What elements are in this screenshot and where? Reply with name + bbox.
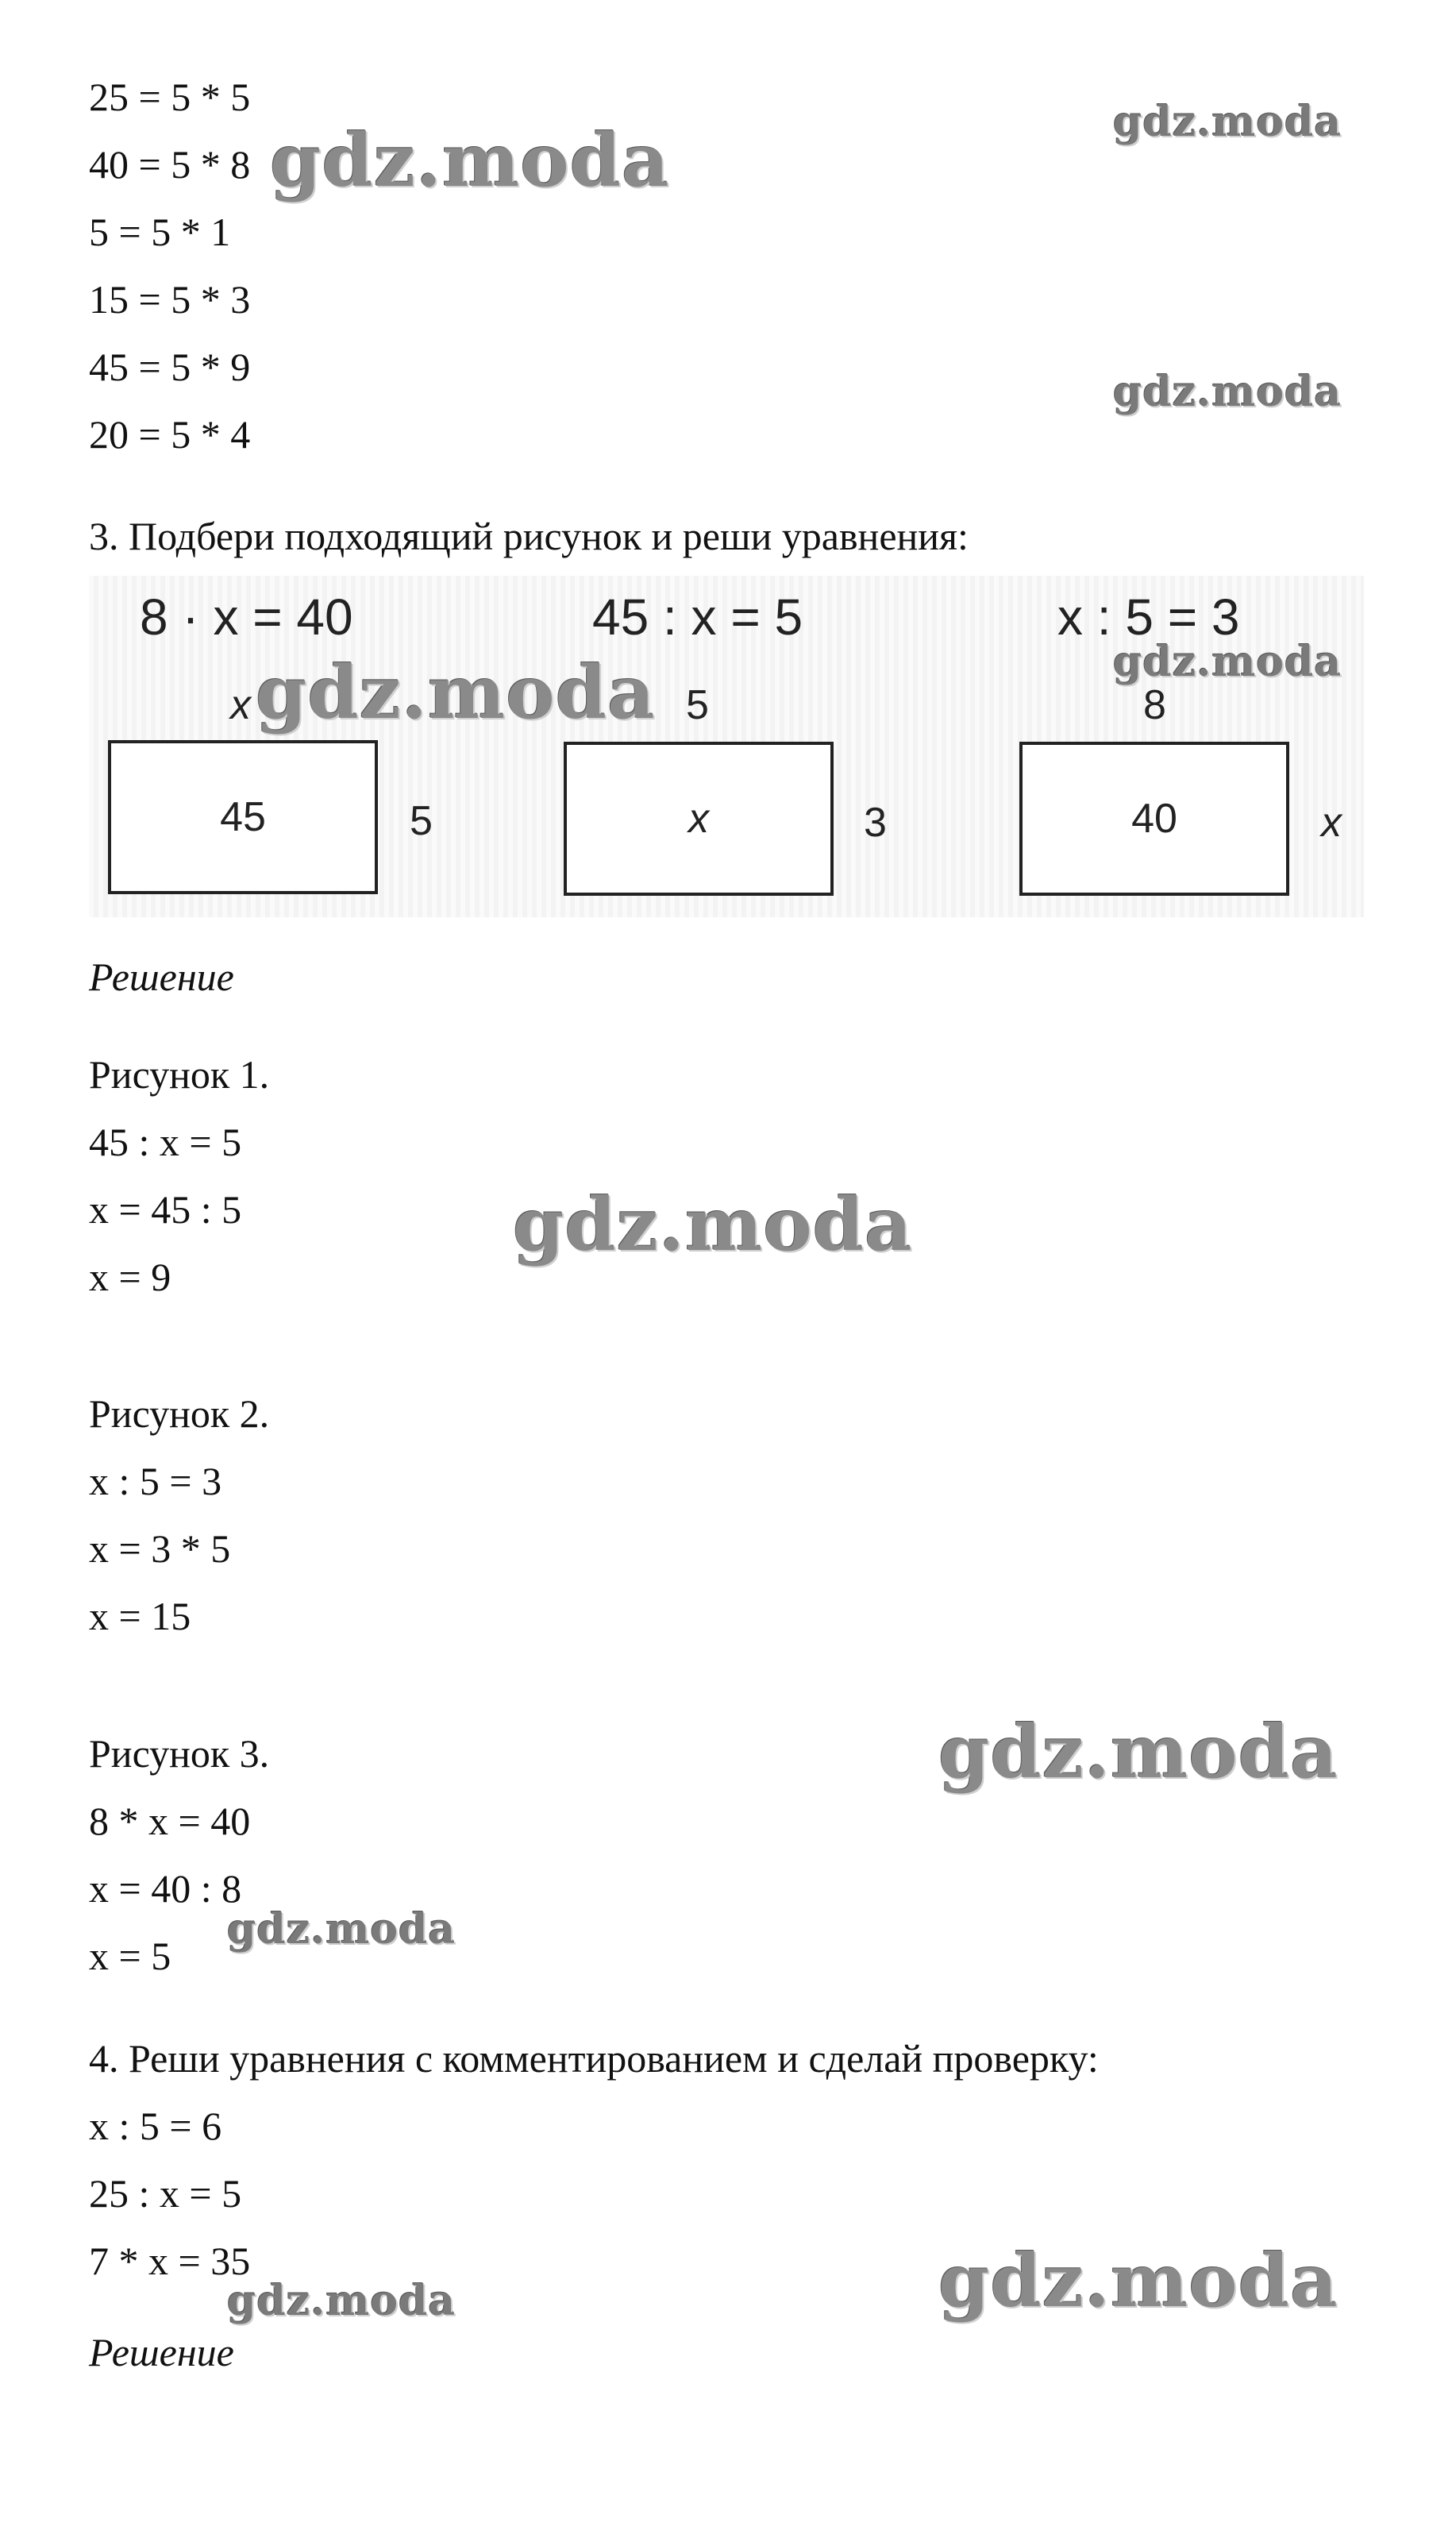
figure3-rect: [1019, 742, 1289, 896]
task4-line-3: 7 * x = 35: [89, 2239, 251, 2283]
figure2-inner: x: [688, 796, 709, 842]
watermark: gdz.moda: [1113, 638, 1342, 686]
watermark: gdz.moda: [227, 2277, 456, 2325]
top-line-4: 15 = 5 * 3: [89, 277, 251, 322]
equation-1: 8 · x = 40: [140, 588, 353, 646]
pic2-line-2: x = 3 * 5: [89, 1526, 231, 1571]
top-line-5: 45 = 5 * 9: [89, 345, 251, 389]
figure3-top-label: 8: [1143, 682, 1166, 728]
task4-heading: 4. Реши уравнения с комментированием и сделай проверку:: [89, 2036, 1099, 2081]
pic3-title: Рисунок 3.: [89, 1731, 270, 1776]
top-line-1: 25 = 5 * 5: [89, 75, 251, 119]
task4-line-2: 25 : x = 5: [89, 2171, 242, 2216]
pic3-line-1: 8 * x = 40: [89, 1799, 251, 1843]
watermark: gdz.moda: [938, 1709, 1339, 1795]
watermark: gdz.moda: [938, 2238, 1339, 2324]
pic2-title: Рисунок 2.: [89, 1391, 270, 1436]
figure1-rect: [108, 740, 378, 894]
task3-solution-label: Решение: [89, 955, 234, 999]
watermark: gdz.moda: [227, 1905, 456, 1954]
watermark: gdz.moda: [513, 1182, 913, 1267]
task3-heading: 3. Подбери подходящий рисунок и реши уравнения:: [89, 514, 969, 558]
watermark: gdz.moda: [1113, 98, 1342, 146]
figure1-side-label: 5: [410, 798, 433, 844]
figure2-rect: [564, 742, 834, 896]
figure1-inner: 45: [220, 794, 266, 840]
pic3-line-2: x = 40 : 8: [89, 1866, 242, 1911]
top-line-6: 20 = 5 * 4: [89, 412, 251, 457]
pic3-line-3: x = 5: [89, 1934, 171, 1978]
task4-line-1: x : 5 = 6: [89, 2104, 222, 2148]
pic2-line-3: x = 15: [89, 1594, 191, 1638]
watermark: gdz.moda: [1113, 368, 1342, 416]
watermark: gdz.moda: [270, 118, 670, 203]
equation-2: 45 : x = 5: [592, 588, 803, 646]
task4-solution-label: Решение: [89, 2330, 234, 2374]
watermark: gdz.moda: [256, 650, 656, 735]
figure2-top-label: 5: [686, 682, 709, 728]
pic1-line-3: x = 9: [89, 1255, 171, 1299]
pic1-line-2: x = 45 : 5: [89, 1187, 242, 1232]
top-line-2: 40 = 5 * 8: [89, 142, 251, 187]
pic1-title: Рисунок 1.: [89, 1052, 270, 1097]
figure3-side-label: x: [1321, 800, 1342, 846]
figure1-top-label: x: [230, 682, 251, 728]
pic1-line-1: 45 : x = 5: [89, 1120, 242, 1164]
figure3-inner: 40: [1131, 796, 1177, 842]
top-line-3: 5 = 5 * 1: [89, 210, 231, 254]
figure2-side-label: 3: [864, 800, 887, 846]
equation-3: x : 5 = 3: [1057, 588, 1240, 646]
pic2-line-1: x : 5 = 3: [89, 1459, 222, 1503]
